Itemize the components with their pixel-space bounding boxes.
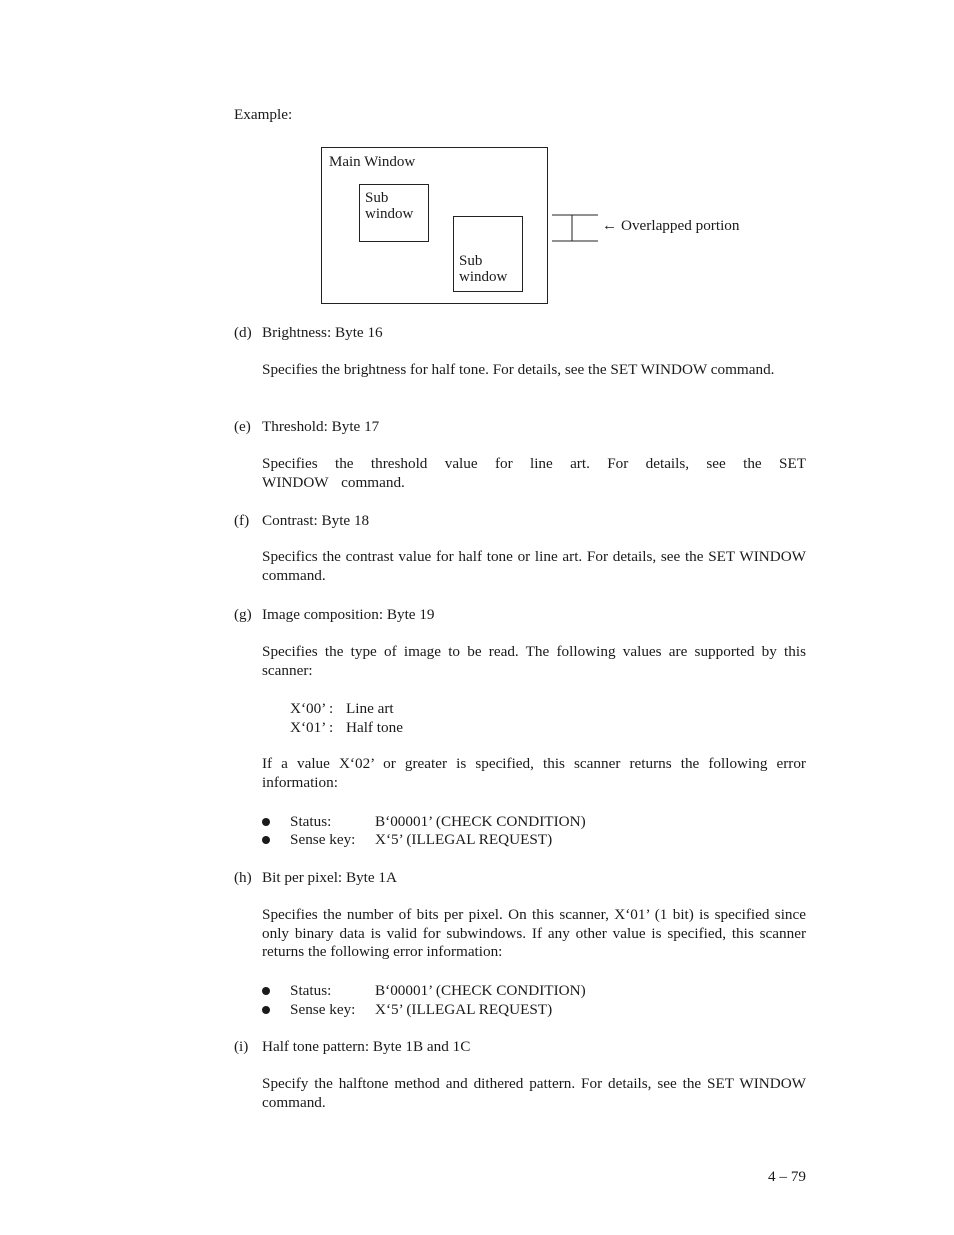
bullet-dot: [262, 1006, 270, 1014]
section-letter: (h): [234, 869, 252, 886]
bullet-key: Sense key:: [290, 831, 356, 848]
value-code: X‘01’ :: [290, 719, 334, 736]
value-name: Half tone: [346, 719, 403, 736]
bullet-key: Status:: [290, 982, 332, 999]
example-label: Example:: [234, 106, 293, 123]
sub-window-2-label-line2: window: [459, 269, 508, 285]
section-letter: (f): [234, 512, 250, 529]
page-number: 4 – 79: [768, 1168, 806, 1185]
sub-window-2-label-line1: Sub: [459, 253, 483, 269]
section-g-body: Specifies the type of image to be read. The following values are supported by this scanner:: [262, 643, 806, 679]
section-title: Threshold: Byte 17: [262, 418, 380, 435]
bullet-value: B‘00001’ (CHECK CONDITION): [375, 982, 586, 999]
section-title: Image composition: Byte 19: [262, 606, 435, 623]
bullet-dot: [262, 836, 270, 844]
value-name: Line art: [346, 700, 394, 717]
sub-window-1-label-line2: window: [365, 206, 414, 222]
section-g-error-intro: If a value X‘02’ or greater is specified, this scanner returns the following error information:: [262, 755, 806, 791]
sub-window-1-label-line1: Sub: [365, 190, 389, 206]
section-title: Half tone pattern: Byte 1B and 1C: [262, 1038, 471, 1055]
main-window-label: Main Window: [329, 154, 416, 170]
section-letter: (g): [234, 606, 252, 623]
bullet-key: Status:: [290, 813, 332, 830]
section-title: Bit per pixel: Byte 1A: [262, 869, 397, 886]
section-h-body: Specifies the number of bits per pixel. On this scanner, X‘01’ (1 bit) is specified since only binary data is valid for subwindows. If any other value is specified, this scanner returns the following error information:: [262, 906, 806, 961]
overlap-bracket: [550, 212, 602, 244]
bullet-value: X‘5’ (ILLEGAL REQUEST): [375, 1001, 553, 1018]
section-i-body: Specify the halftone method and dithered pattern. For details, see the SET WINDOW command.: [262, 1075, 806, 1111]
section-letter: (d): [234, 324, 252, 341]
bullet-key: Sense key:: [290, 1001, 356, 1018]
section-title: Contrast: Byte 18: [262, 512, 370, 529]
section-title: Brightness: Byte 16: [262, 324, 383, 341]
section-f-body: Specifics the contrast value for half tone or line art. For details, see the SET WINDOW command.: [262, 548, 806, 584]
value-code: X‘00’ :: [290, 700, 334, 717]
section-e-body: Specifies the threshold value for line art. For details, see the SET WINDOW command.: [262, 455, 806, 491]
overlap-label: ← Overlapped portion: [602, 217, 740, 234]
section-letter: (e): [234, 418, 251, 435]
bullet-dot: [262, 818, 270, 826]
bullet-dot: [262, 987, 270, 995]
section-d-body: Specifies the brightness for half tone. For details, see the SET WINDOW command.: [262, 361, 775, 378]
bullet-value: X‘5’ (ILLEGAL REQUEST): [375, 831, 553, 848]
bullet-value: B‘00001’ (CHECK CONDITION): [375, 813, 586, 830]
section-letter: (i): [234, 1038, 249, 1055]
